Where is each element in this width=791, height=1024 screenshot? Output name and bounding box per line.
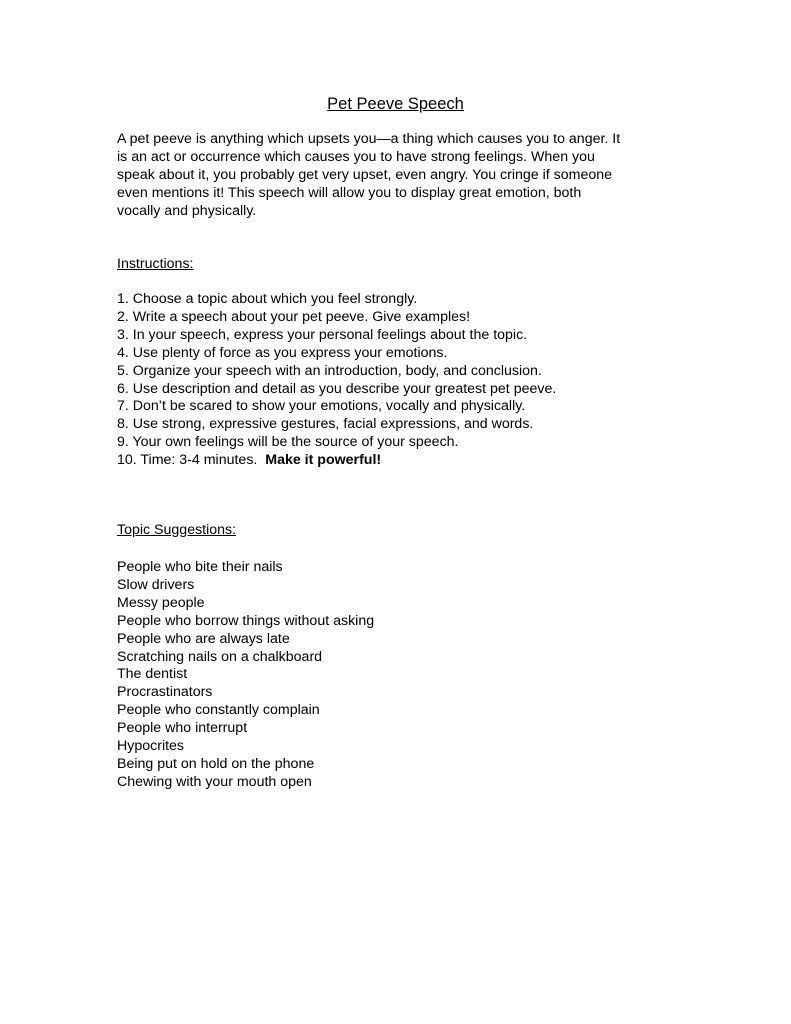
instruction-item: 6. Use description and detail as you describe your greatest pet peeve. (117, 380, 557, 397)
topic-item: The dentist (117, 666, 188, 683)
instruction-item: 5. Organize your speech with an introduction, body, and conclusion. (117, 362, 542, 379)
topic-item: Messy people (117, 594, 205, 611)
intro-paragraph (117, 131, 697, 221)
topic-item: Chewing with your mouth open (117, 773, 312, 790)
topic-item: Hypocrites (117, 738, 185, 755)
instruction-item: 9. Your own feelings will be the source of your speech. (117, 434, 459, 451)
topic-item: Slow drivers (117, 576, 195, 593)
instructions-list (117, 291, 556, 470)
intro-line: even mentions it! This speech will allow you to display great emotion, both (117, 184, 582, 201)
topic-item: Being put on hold on the phone (117, 755, 315, 772)
instruction-item: 8. Use strong, expressive gestures, facial expressions, and words. (117, 416, 534, 433)
topic-item: People who borrow things without asking (117, 612, 375, 629)
instruction-item: 7. Don’t be scared to show your emotions, vocally and physically. (117, 398, 526, 415)
topic-item: Procrastinators (117, 684, 213, 701)
instruction-item: 4. Use plenty of force as you express your emotions. (117, 344, 448, 361)
instruction-10-text: 10. Time: 3-4 minutes. (117, 452, 266, 469)
topic-item: People who interrupt (117, 720, 248, 737)
intro-line: A pet peeve is anything which upsets you—a thing which causes you to anger. It (117, 131, 621, 147)
instruction-item: 2. Write a speech about your pet peeve. Give examples! (117, 308, 471, 325)
topic-item: People who bite their nails (117, 559, 283, 575)
instruction-item: 3. In your speech, express your personal feelings about the topic. (117, 326, 528, 343)
topic-item: People who constantly complain (117, 702, 320, 719)
topics-list (117, 559, 374, 792)
topic-item: Scratching nails on a chalkboard (117, 648, 323, 665)
intro-line: is an act or occurrence which causes you to have strong feelings. When you (117, 148, 595, 165)
instruction-item (117, 452, 556, 470)
intro-line: vocally and physically. (117, 202, 257, 219)
intro-line: speak about it, you probably get very upset, even angry. You cringe if someone (117, 166, 613, 183)
instruction-item: 1. Choose a topic about which you feel strongly. (117, 291, 418, 307)
instruction-10-emphasis: Make it powerful! (265, 452, 382, 469)
topic-item: People who are always late (117, 630, 290, 647)
instructions-heading: Instructions: (117, 256, 194, 272)
page-title: Pet Peeve Speech (327, 95, 464, 113)
topics-heading: Topic Suggestions: (117, 522, 237, 538)
